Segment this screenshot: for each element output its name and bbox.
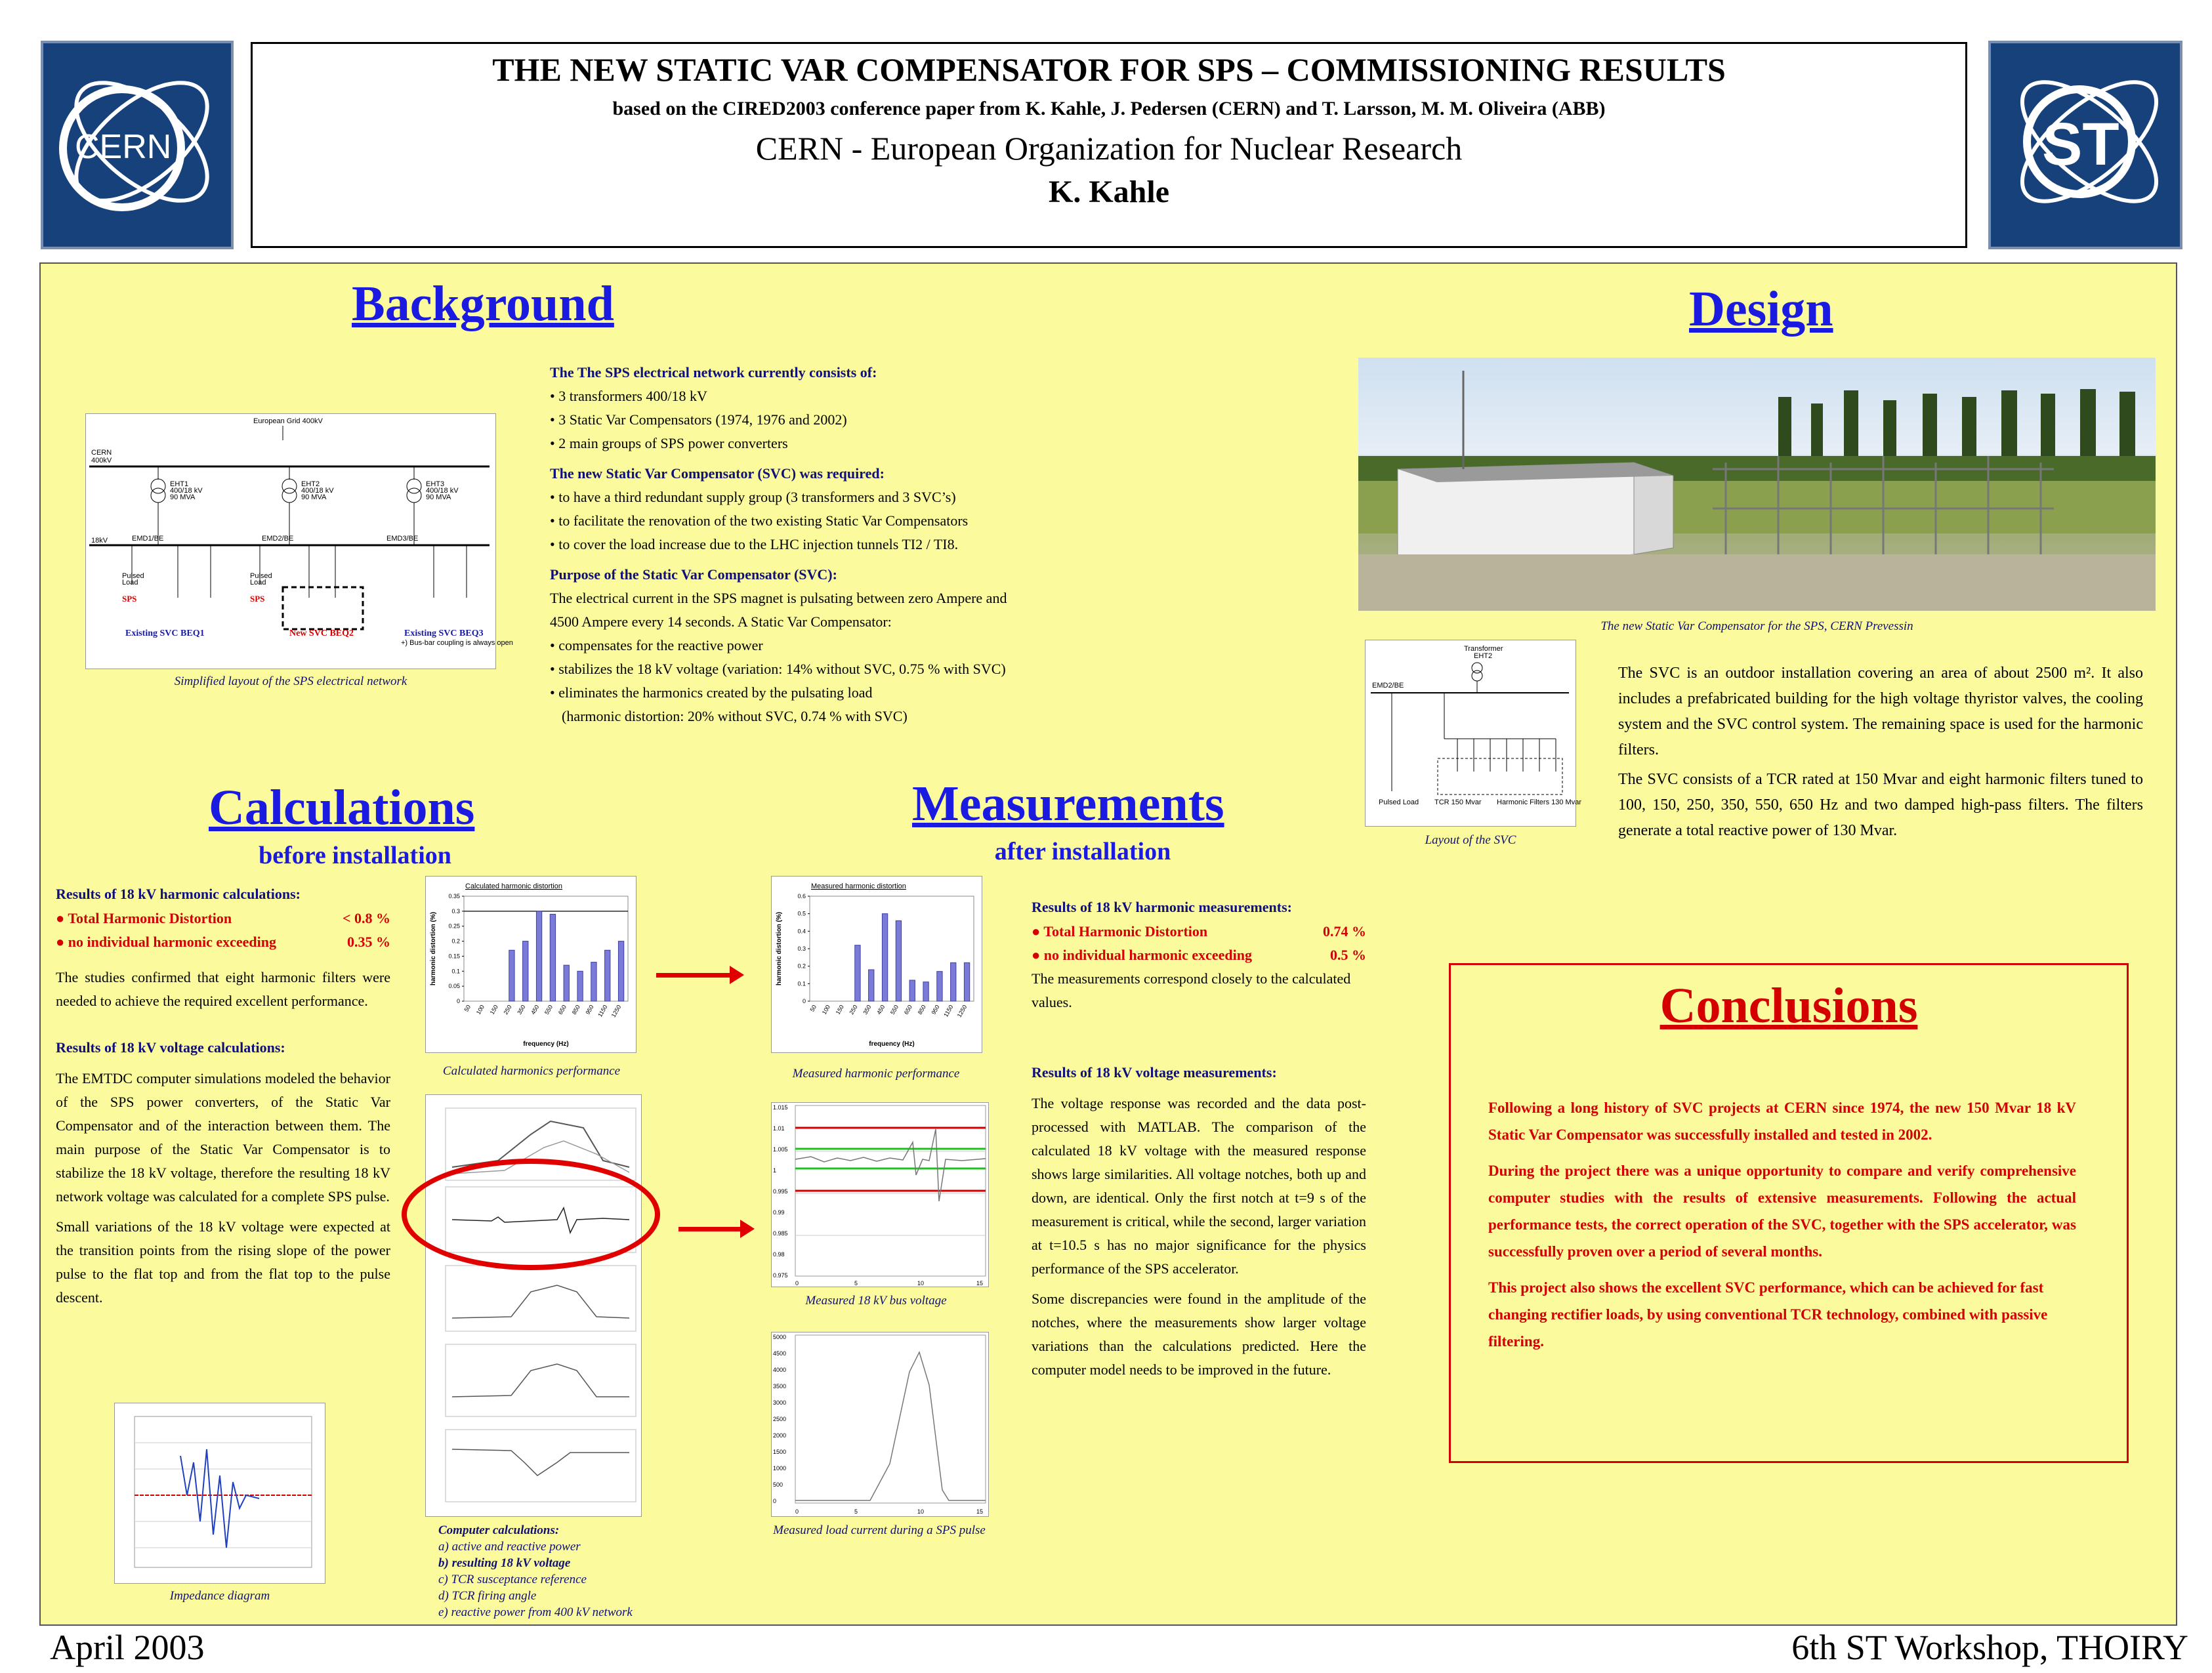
chart-title: Calculated harmonic distortion xyxy=(465,882,562,890)
footer-event: 6th ST Workshop, THOIRY xyxy=(1791,1628,2188,1667)
calc-voltage-paragraph: Small variations of the 18 kV voltage were expected at the transition points from the rising slope of the power pulse to the flat top and from the flat top to the pulse descent. xyxy=(56,1218,390,1306)
network-diagram xyxy=(85,413,513,669)
conclusions-text xyxy=(1488,1094,2076,1355)
svg-text:0.98: 0.98 xyxy=(773,1251,785,1258)
meas-results-heading: Results of 18 kV harmonic measurements: xyxy=(1032,899,1292,915)
calculations-heading: Calculations xyxy=(209,780,475,835)
svg-text:0: 0 xyxy=(795,1280,799,1287)
purpose-line: (harmonic distortion: 20% without SVC, 0.74 % with SVC) xyxy=(562,708,908,724)
network-item: • 2 main groups of SPS power converters xyxy=(550,435,788,451)
design-paragraph: The SVC consists of a TCR rated at 150 Mvar and eight harmonic filters tuned to 100, 150, 250, 350, 550, 650 Hz and two damped high-pass filters. The filters generate a total reactive power of 130 Mvar. xyxy=(1618,771,2143,839)
measurements-subheading: after installation xyxy=(994,838,1171,865)
x-tick-label: 50 xyxy=(808,1004,818,1013)
bar xyxy=(509,950,514,1001)
background-heading: Background xyxy=(352,276,614,331)
y-tick-label: 0.2 xyxy=(451,938,460,945)
x-tick-label: 100 xyxy=(474,1004,486,1016)
bar xyxy=(951,962,956,1001)
meas-thd-label: ● Total Harmonic Distortion xyxy=(1032,923,1208,940)
svg-text:5000: 5000 xyxy=(773,1334,787,1340)
calculations-subheading: before installation xyxy=(259,842,451,869)
svg-text:EMD2/BE: EMD2/BE xyxy=(262,535,294,543)
svg-text:EMD1/BE: EMD1/BE xyxy=(132,535,164,543)
y-tick-label: 0 xyxy=(456,998,460,1004)
svg-text:CERN: CERN xyxy=(91,449,112,457)
background-text xyxy=(550,361,1101,728)
calc-results-heading: Results of 18 kV harmonic calculations: xyxy=(56,886,301,902)
svg-text:5: 5 xyxy=(854,1280,858,1287)
y-tick-label: 0.35 xyxy=(448,893,460,899)
svg-text:1000: 1000 xyxy=(773,1465,787,1472)
conclusions-heading: Conclusions xyxy=(1659,978,1918,1033)
calc-ind-label: ● no individual harmonic exceeding xyxy=(56,934,276,950)
network-item: • 3 Static Var Compensators (1974, 1976 and 2002) xyxy=(550,411,847,428)
svg-text:ST: ST xyxy=(2042,111,2119,178)
svg-text:0.99: 0.99 xyxy=(773,1209,785,1216)
calc-thd-row xyxy=(56,907,390,930)
bar xyxy=(964,962,969,1001)
svg-text:400kV: 400kV xyxy=(91,457,112,465)
poster-title: THE NEW STATIC VAR COMPENSATOR FOR SPS – COMMISSIONING RESULTS xyxy=(492,51,1726,88)
calc-harmonic-chart xyxy=(425,876,636,1053)
y-tick-label: 0.1 xyxy=(451,968,460,975)
bar xyxy=(564,965,569,1001)
svg-text:18kV: 18kV xyxy=(91,537,108,545)
calc-harmonic-chart-svg xyxy=(426,877,636,1052)
meas-ind-value: 0.5 % xyxy=(1330,947,1366,963)
svg-text:EMD3/BE: EMD3/BE xyxy=(386,535,419,543)
svg-text:1.005: 1.005 xyxy=(773,1146,788,1153)
calc-highlight-ellipse xyxy=(402,1159,660,1270)
cern-logo xyxy=(41,41,234,249)
svg-text:4000: 4000 xyxy=(773,1367,787,1373)
svg-text:10: 10 xyxy=(917,1508,925,1515)
svg-text:CERN: CERN xyxy=(75,128,172,166)
calc-chart-caption: Calculated harmonics performance xyxy=(442,1064,621,1078)
bar xyxy=(618,941,623,1001)
computer-calc-caption-item: a) active and reactive power xyxy=(438,1540,581,1554)
svg-text:Pulsed: Pulsed xyxy=(250,572,272,580)
calc-voltage-paragraph: The EMTDC computer simulations modeled the behavior of the SPS power converters, of the Static Var Compensator and of the interaction between them. The main purpose of the Static Var Compensator is to stabilize the 18 kV voltage, therefore the resulting 18 kV network voltage was calculated for a complete SPS pulse. xyxy=(56,1070,390,1205)
y-tick-label: 0.15 xyxy=(448,953,460,960)
y-tick-label: 0.4 xyxy=(797,928,806,935)
svg-text:4500: 4500 xyxy=(773,1350,787,1357)
meas-harmonic-chart-svg xyxy=(772,877,982,1052)
svg-text:0.975: 0.975 xyxy=(773,1272,788,1279)
computer-calc-caption-item: b) resulting 18 kV voltage xyxy=(438,1556,571,1570)
meas-voltage-heading: Results of 18 kV voltage measurements: xyxy=(1032,1064,1277,1081)
purpose-line: • eliminates the harmonics created by the pulsating load xyxy=(550,684,873,701)
svg-text:500: 500 xyxy=(773,1481,783,1488)
required-heading: The new Static Var Compensator (SVC) was required: xyxy=(550,465,885,482)
computer-calc-caption-title: Computer calculations: xyxy=(438,1523,560,1537)
bar xyxy=(909,980,915,1001)
load-current-caption: Measured load current during a SPS pulse xyxy=(773,1523,986,1537)
calculations-text xyxy=(56,886,390,1310)
bar xyxy=(923,982,929,1001)
svg-text:Load: Load xyxy=(122,579,138,587)
calc-ind-row xyxy=(56,930,390,954)
x-axis-label: frequency (Hz) xyxy=(523,1041,569,1048)
x-tick-label: 150 xyxy=(834,1004,845,1016)
impedance-diagram xyxy=(114,1403,325,1584)
cern-logo-icon xyxy=(43,43,231,247)
x-tick-label: 150 xyxy=(488,1004,499,1016)
required-item: • to have a third redundant supply group (3 transformers and 3 SVC’s) xyxy=(550,489,956,505)
meas-thd-value: 0.74 % xyxy=(1323,923,1366,940)
footer-date: April 2003 xyxy=(50,1628,205,1667)
measurements-text xyxy=(1032,899,1366,1382)
y-axis-label: harmonic distortion (%) xyxy=(430,911,437,986)
chart-title: Measured harmonic distortion xyxy=(811,882,906,890)
network-heading: The The SPS electrical network currently consists of: xyxy=(550,364,877,381)
svc-photo-caption: The new Static Var Compensator for the SPS, CERN Prevessin xyxy=(1600,619,1913,633)
purpose-line: The electrical current in the SPS magnet is pulsating between zero Ampere and xyxy=(550,590,1007,606)
svg-text:SPS: SPS xyxy=(122,594,137,604)
svg-text:0: 0 xyxy=(773,1498,777,1504)
y-tick-label: 0.3 xyxy=(451,907,460,915)
design-heading: Design xyxy=(1689,281,1833,337)
organization: CERN - European Organization for Nuclear Research xyxy=(755,130,1463,167)
x-tick-label: 1150 xyxy=(942,1004,955,1018)
svg-text:0: 0 xyxy=(795,1508,799,1515)
svg-text:10: 10 xyxy=(917,1280,925,1287)
network-item: • 3 transformers 400/18 kV xyxy=(550,388,707,404)
y-tick-label: 0.25 xyxy=(448,922,460,930)
design-paragraph: The SVC is an outdoor installation covering an area of about 2500 m². It also includes a prefabricated building for the high voltage thyristor valves, the cooling system and the SVC control system. The remaining space is used for the harmonic filters. xyxy=(1618,665,2143,758)
meas-voltage-paragraph: Some discrepancies were found in the amplitude of the notches, where the measurements show larger voltage variations than the calculations predicted. Here the computer model needs to be improved in the future. xyxy=(1032,1291,1366,1378)
x-tick-label: 650 xyxy=(902,1004,913,1016)
svg-text:Pulsed Load: Pulsed Load xyxy=(1379,798,1419,806)
svg-text:Pulsed: Pulsed xyxy=(122,572,144,580)
svg-text:400/18 kV: 400/18 kV xyxy=(426,487,459,495)
svg-text:400/18 kV: 400/18 kV xyxy=(170,487,203,495)
svg-text:Existing SVC BEQ3: Existing SVC BEQ3 xyxy=(404,629,484,638)
svg-text:90 MVA: 90 MVA xyxy=(301,493,327,501)
svg-text:1: 1 xyxy=(773,1167,777,1174)
svg-text:EMD2/BE: EMD2/BE xyxy=(1372,682,1404,690)
svg-text:Load: Load xyxy=(250,579,266,587)
calc-studies: The studies confirmed that eight harmonic filters were needed to achieve the required excellent performance. xyxy=(56,969,390,1009)
calc-voltage-heading: Results of 18 kV voltage calculations: xyxy=(56,1039,285,1056)
x-tick-label: 450 xyxy=(875,1004,887,1016)
x-tick-label: 550 xyxy=(888,1004,900,1016)
bar xyxy=(591,962,596,1001)
svc-layout-diagram xyxy=(1365,640,1581,827)
x-axis-label: frequency (Hz) xyxy=(869,1041,915,1048)
bar xyxy=(937,972,942,1001)
bar xyxy=(855,945,860,1001)
computer-calculations-figure xyxy=(425,1094,642,1517)
x-tick-label: 350 xyxy=(862,1004,873,1016)
x-tick-label: 1150 xyxy=(596,1004,609,1018)
arrow-right-icon xyxy=(656,973,731,978)
x-tick-label: 100 xyxy=(820,1004,831,1016)
meas-ind-row xyxy=(1032,943,1366,967)
svc-photo xyxy=(1358,358,2156,611)
bus-voltage-chart xyxy=(771,1102,989,1287)
y-axis-label: harmonic distortion (%) xyxy=(776,911,783,986)
y-tick-label: 0.3 xyxy=(797,945,806,952)
x-tick-label: 550 xyxy=(543,1004,554,1016)
conclusions-paragraph: During the project there was a unique opportunity to compare and verify comprehensive computer studies with the results of extensive measurements. Following the actual performance tests, the correct operation of the SVC, together with the SPS accelerator, was successfully proven over a period of several months. xyxy=(1488,1163,2076,1260)
computer-calc-caption xyxy=(438,1522,675,1621)
computer-calc-caption-item: d) TCR firing angle xyxy=(438,1589,537,1603)
meas-correspond: The measurements correspond closely to the calculated values. xyxy=(1032,970,1351,1010)
svg-text:TCR 150 Mvar: TCR 150 Mvar xyxy=(1434,798,1482,806)
svg-text:2000: 2000 xyxy=(773,1432,787,1439)
svg-text:0.995: 0.995 xyxy=(773,1188,788,1195)
computer-calc-caption-item: e) reactive power from 400 kV network xyxy=(438,1605,633,1619)
svg-text:90 MVA: 90 MVA xyxy=(170,493,196,501)
x-tick-label: 1250 xyxy=(610,1004,623,1019)
y-tick-label: 0.5 xyxy=(797,910,806,917)
svg-text:1500: 1500 xyxy=(773,1449,787,1455)
bus-voltage-caption: Measured 18 kV bus voltage xyxy=(805,1294,947,1308)
x-tick-label: 850 xyxy=(570,1004,581,1016)
bar xyxy=(869,970,874,1001)
svg-text:EHT2: EHT2 xyxy=(1474,652,1493,660)
x-tick-label: 250 xyxy=(502,1004,513,1016)
y-tick-label: 0.1 xyxy=(797,980,806,987)
author: K. Kahle xyxy=(1048,175,1169,209)
calc-thd-value: < 0.8 % xyxy=(342,910,390,926)
conclusions-paragraph: Following a long history of SVC projects at CERN since 1974, the new 150 Mvar 18 kV Static Var Compensator was successfully installed and tested in 2002. xyxy=(1488,1100,2076,1143)
y-tick-label: 0 xyxy=(802,998,806,1004)
meas-ind-label: ● no individual harmonic exceeding xyxy=(1032,947,1252,963)
purpose-heading: Purpose of the Static Var Compensator (SVC): xyxy=(550,566,837,583)
bar xyxy=(605,950,610,1001)
svg-text:5: 5 xyxy=(854,1508,858,1515)
x-tick-label: 350 xyxy=(516,1004,527,1016)
bar xyxy=(896,920,901,1001)
st-logo-icon xyxy=(1991,43,2180,247)
x-tick-label: 50 xyxy=(463,1004,472,1013)
svg-text:EHT2: EHT2 xyxy=(301,480,320,488)
y-tick-label: 0.6 xyxy=(797,893,806,899)
x-tick-label: 950 xyxy=(584,1004,595,1016)
svg-text:1.01: 1.01 xyxy=(773,1125,785,1132)
bar xyxy=(550,914,555,1001)
computer-calc-caption-item: c) TCR susceptance reference xyxy=(438,1573,587,1586)
svg-text:Transformer: Transformer xyxy=(1464,645,1503,653)
load-current-chart xyxy=(771,1332,989,1517)
x-tick-label: 1250 xyxy=(955,1004,969,1019)
purpose-line: • stabilizes the 18 kV voltage (variation: 14% without SVC, 0.75 % with SVC) xyxy=(550,661,1006,677)
required-item: • to cover the load increase due to the LHC injection tunnels TI2 / TI8. xyxy=(550,536,959,552)
plot-area xyxy=(464,896,628,1001)
meas-voltage-paragraph: The voltage response was recorded and the data post-processed with MATLAB. The comparison of the calculated 18 kV voltage with the measured response shows large similarities. All voltage notches, both up and down, are identical. Only the first notch at t=9 s of the measurement is critical, while the second, larger variation at t=10.5 s has no major significance for the physics performance of the SPS accelerator. xyxy=(1032,1095,1366,1277)
svg-text:15: 15 xyxy=(976,1280,984,1287)
x-tick-label: 250 xyxy=(848,1004,859,1016)
meas-chart-caption: Measured harmonic performance xyxy=(792,1067,960,1081)
conclusions-paragraph: This project also shows the excellent SVC performance, which can be achieved for fast changing rectifier loads, by using conventional TCR technology, combined with passive filtering. xyxy=(1488,1279,2048,1350)
svg-text:Harmonic Filters 130 Mvar: Harmonic Filters 130 Mvar xyxy=(1497,798,1581,806)
x-tick-label: 850 xyxy=(916,1004,927,1016)
arrow-right-icon xyxy=(678,1227,741,1231)
bar xyxy=(536,911,541,1001)
st-logo xyxy=(1988,41,2182,249)
y-tick-label: 0.05 xyxy=(448,983,460,990)
calc-ind-value: 0.35 % xyxy=(347,934,390,950)
required-item: • to facilitate the renovation of the two existing Static Var Compensators xyxy=(550,512,969,529)
bar xyxy=(882,914,887,1001)
x-tick-label: 950 xyxy=(930,1004,941,1016)
title-block xyxy=(251,42,1967,248)
svc-layout-caption: Layout of the SVC xyxy=(1425,833,1516,847)
bar xyxy=(523,941,528,1001)
svg-text:EHT3: EHT3 xyxy=(426,480,445,488)
svg-text:1.015: 1.015 xyxy=(773,1104,788,1111)
svg-text:0.985: 0.985 xyxy=(773,1230,788,1237)
x-tick-label: 650 xyxy=(556,1004,568,1016)
svg-text:15: 15 xyxy=(976,1508,984,1515)
meas-thd-row xyxy=(1032,920,1366,943)
plot-area xyxy=(810,896,974,1001)
svg-text:SPS: SPS xyxy=(250,594,265,604)
svg-text:New SVC BEQ2: New SVC BEQ2 xyxy=(289,629,354,638)
poster-subtitle: based on the CIRED2003 conference paper from K. Kahle, J. Pedersen (CERN) and T. Larsson, M. M. Oliveira (ABB) xyxy=(612,98,1606,119)
measurements-heading: Measurements xyxy=(912,776,1224,831)
purpose-line: 4500 Ampere every 14 seconds. A Static Var Compensator: xyxy=(550,613,892,630)
svg-text:European Grid 400kV: European Grid 400kV xyxy=(253,417,323,425)
bar xyxy=(577,971,583,1001)
y-tick-label: 0.2 xyxy=(797,962,806,970)
svg-text:+) Bus-bar coupling is always: +) Bus-bar coupling is always open xyxy=(401,639,513,647)
svg-text:EHT1: EHT1 xyxy=(170,480,189,488)
meas-harmonic-chart xyxy=(771,876,982,1053)
purpose-line: • compensates for the reactive power xyxy=(550,637,763,653)
svg-text:Existing SVC BEQ1: Existing SVC BEQ1 xyxy=(125,629,205,638)
svg-text:3500: 3500 xyxy=(773,1383,787,1390)
svg-text:2500: 2500 xyxy=(773,1416,787,1422)
svg-text:400/18 kV: 400/18 kV xyxy=(301,487,334,495)
svg-text:90 MVA: 90 MVA xyxy=(426,493,451,501)
svg-text:3000: 3000 xyxy=(773,1399,787,1406)
calc-thd-label: ● Total Harmonic Distortion xyxy=(56,910,232,926)
impedance-caption: Impedance diagram xyxy=(169,1589,270,1603)
x-tick-label: 450 xyxy=(530,1004,541,1016)
design-text xyxy=(1618,661,2143,844)
network-diagram-caption: Simplified layout of the SPS electrical network xyxy=(174,674,407,688)
